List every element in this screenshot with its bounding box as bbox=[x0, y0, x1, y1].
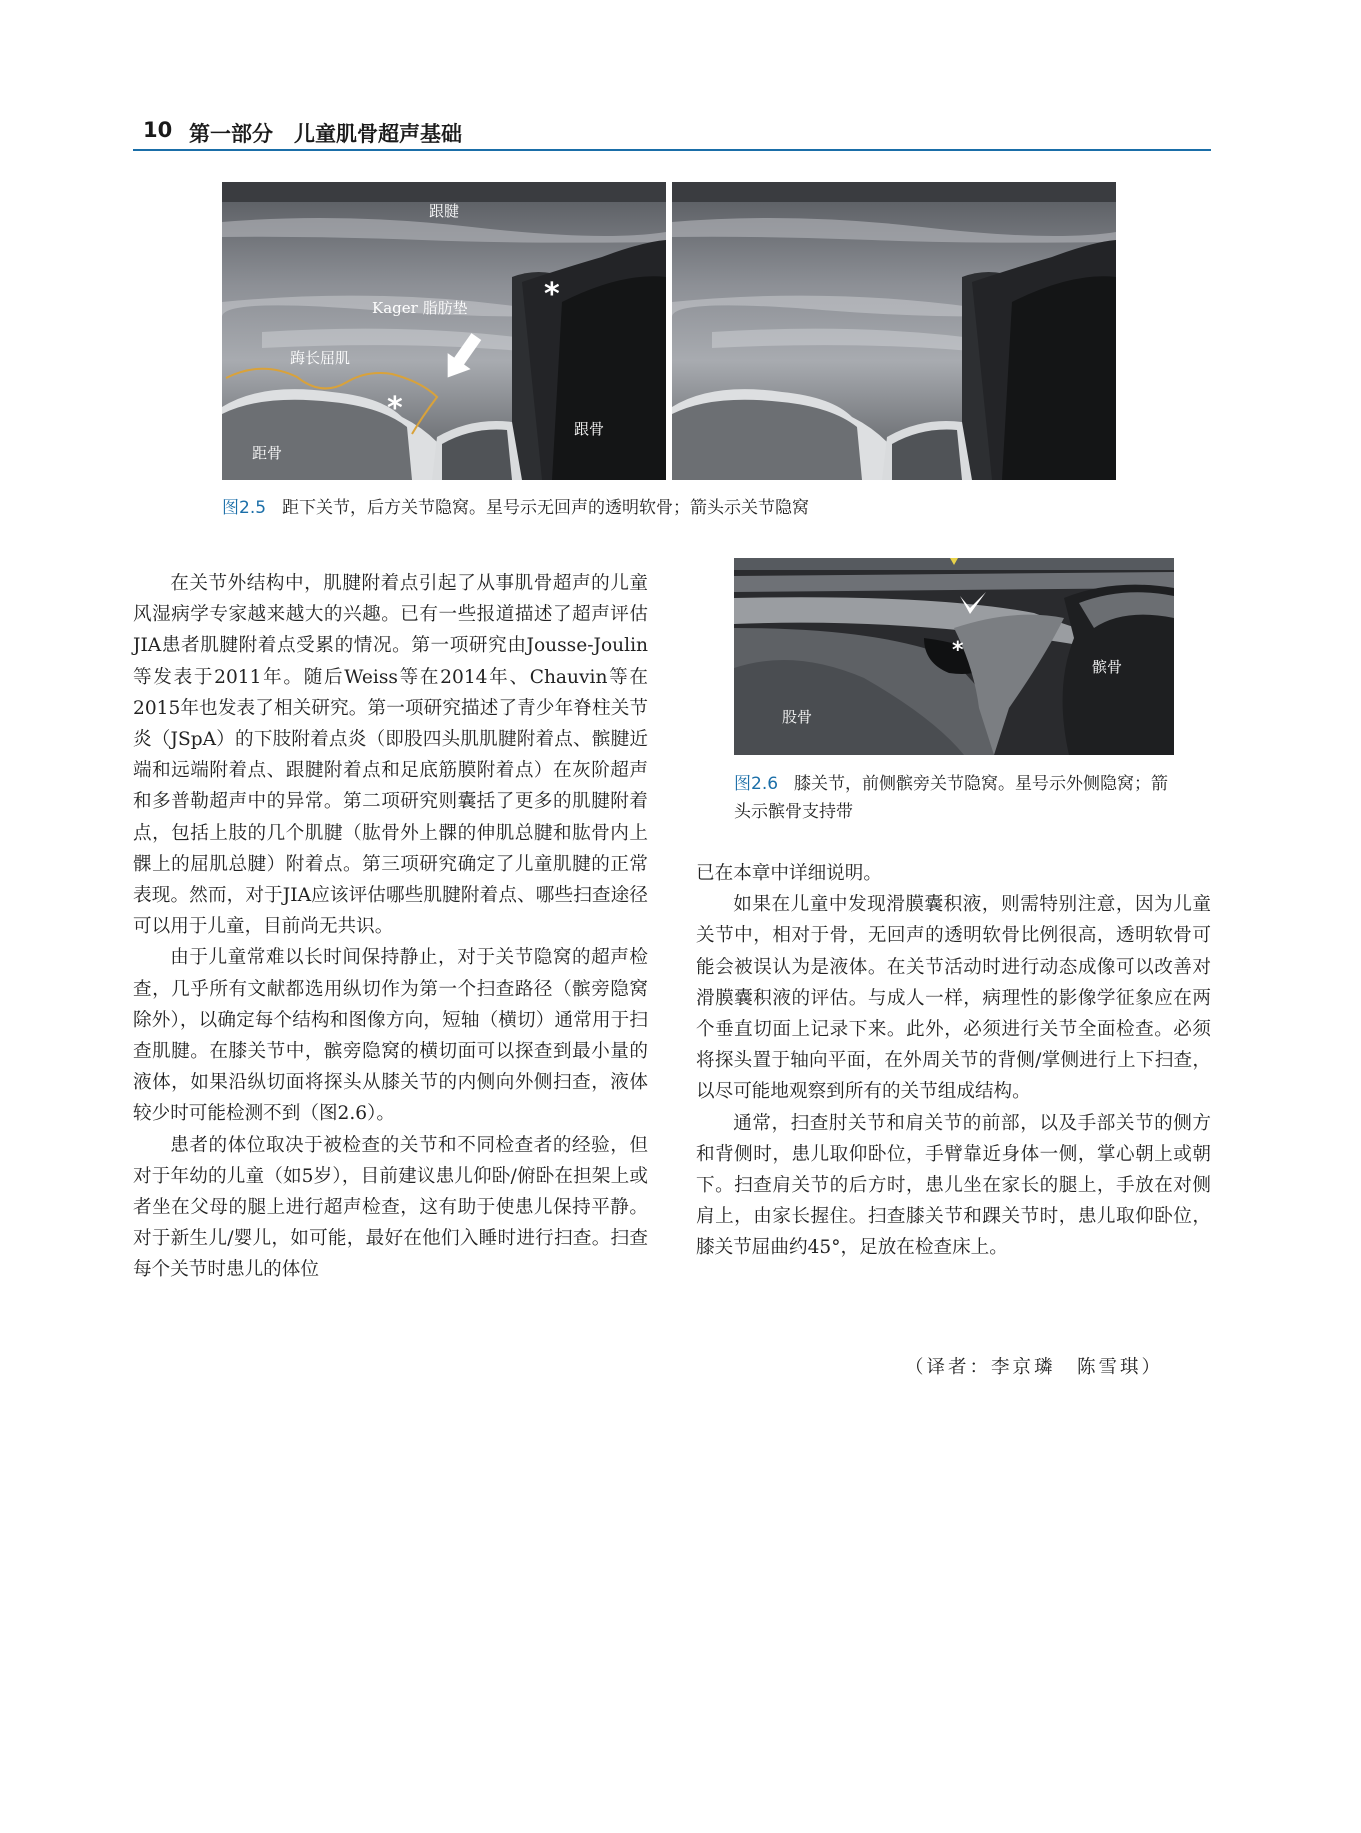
right-column bbox=[696, 858, 1211, 1264]
figure-2-5-left-image bbox=[222, 182, 666, 480]
asterisk-upper: * bbox=[544, 277, 560, 312]
label-patella: 髌骨 bbox=[1092, 658, 1123, 676]
translator-credit: （译者：李京璘 陈雪琪） bbox=[905, 1357, 1164, 1378]
asterisk-knee: * bbox=[952, 638, 964, 663]
label-kager: Kager 脂肪垫 bbox=[372, 299, 468, 317]
figure-2-5-right-image bbox=[672, 182, 1116, 480]
figure-2-6-number: 图2.6 bbox=[734, 774, 779, 794]
label-calcaneus: 跟骨 bbox=[574, 420, 605, 438]
ultrasound-right-graphic bbox=[672, 182, 1116, 480]
figure-2-6-image bbox=[734, 558, 1174, 755]
figure-2-5-caption bbox=[222, 494, 1122, 522]
figure-2-5-number: 图2.5 bbox=[222, 498, 267, 518]
right-paragraph-2: 如果在儿童中发现滑膜囊积液，则需特别注意，因为儿童关节中，相对于骨，无回声的透明软骨比例很高，透明软骨可能会被误认为是液体。在关节活动时进行动态成像可以改善对滑膜囊积液的评估。与成人一样，病理性的影像学征象应在两个垂直切面上记录下来。此外，必须进行关节全面检查。必须将探头置于轴向平面，在外周关节的背侧/掌侧进行上下扫查，以尽可能地观察到所有的关节组成结构。 bbox=[696, 894, 1211, 1103]
label-fhl: 踇长屈肌 bbox=[290, 349, 351, 367]
running-header bbox=[133, 114, 1211, 150]
header-rule bbox=[133, 149, 1211, 151]
right-paragraph-3: 通常，扫查肘关节和肩关节的前部，以及手部关节的侧方和背侧时，患儿取仰卧位，手臂靠近身体一侧，掌心朝上或朝下。扫查肩关节的后方时，患儿坐在家长的腿上，手放在对侧肩上，由家长握住。扫查膝关节和踝关节时，患儿取仰卧位，膝关节屈曲约45°，足放在检查床上。 bbox=[696, 1112, 1211, 1259]
left-column bbox=[133, 568, 648, 1286]
asterisk-lower: * bbox=[387, 391, 403, 426]
figure-2-6-caption-text: 膝关节，前侧髌旁关节隐窝。星号示外侧隐窝；箭头示髌骨支持带 bbox=[734, 774, 1169, 822]
left-paragraph-3: 患者的体位取决于被检查的关节和不同检查者的经验，但对于年幼的儿童（如5岁），目前建议患儿仰卧/俯卧在担架上或者坐在父母的腿上进行超声检查，这有助于使患儿保持平静。对于新生儿/婴儿，如可能，最好在他们入睡时进行扫查。扫查每个关节时患儿的体位 bbox=[133, 1134, 648, 1281]
left-paragraph-1: 在关节外结构中，肌腱附着点引起了从事肌骨超声的儿童风湿病学专家越来越大的兴趣。已有一些报道描述了超声评估JIA患者肌腱附着点受累的情况。第一项研究由Jousse-Joulin等发表于2011年。随后Weiss等在2014年、Chauvin等在2015年也发表了相关研究。第一项研究描述了青少年脊柱关节炎（JSpA）的下肢附着点炎（即股四头肌肌腱附着点、髌腱近端和远端附着点、跟腱附着点和足底筋膜附着点）在灰阶超声和多普勒超声中的异常。第二项研究则囊括了更多的肌腱附着点，包括上肢的几个肌腱（肱骨外上髁的伸肌总腱和肱骨内上髁上的屈肌总腱）附着点。第三项研究确定了儿童肌腱的正常表现。然而，对于JIA应该评估哪些肌腱附着点、哪些扫查途径可以用于儿童，目前尚无共识。 bbox=[133, 573, 648, 938]
left-paragraph-2: 由于儿童常难以长时间保持静止，对于关节隐窝的超声检查，几乎所有文献都选用纵切作为第一个扫查路径（髌旁隐窝除外），以确定每个结构和图像方向，短轴（横切）通常用于扫查肌腱。在膝关节中，髌旁隐窝的横切面可以探查到最小量的液体，如果沿纵切面将探头从膝关节的内侧向外侧扫查，液体较少时可能检测不到（图2.6）。 bbox=[133, 947, 648, 1125]
label-femur: 股骨 bbox=[782, 708, 813, 726]
label-talus: 距骨 bbox=[252, 444, 283, 462]
right-paragraph-1: 已在本章中详细说明。 bbox=[696, 863, 882, 884]
figure-2-5-caption-text: 距下关节，后方关节隐窝。星号示无回声的透明软骨；箭头示关节隐窝 bbox=[282, 498, 810, 518]
label-achilles: 跟腱 bbox=[429, 202, 460, 220]
section-title: 第一部分 儿童肌骨超声基础 bbox=[189, 122, 462, 146]
page-number: 10 bbox=[143, 118, 173, 142]
figure-2-6-caption bbox=[734, 770, 1178, 826]
